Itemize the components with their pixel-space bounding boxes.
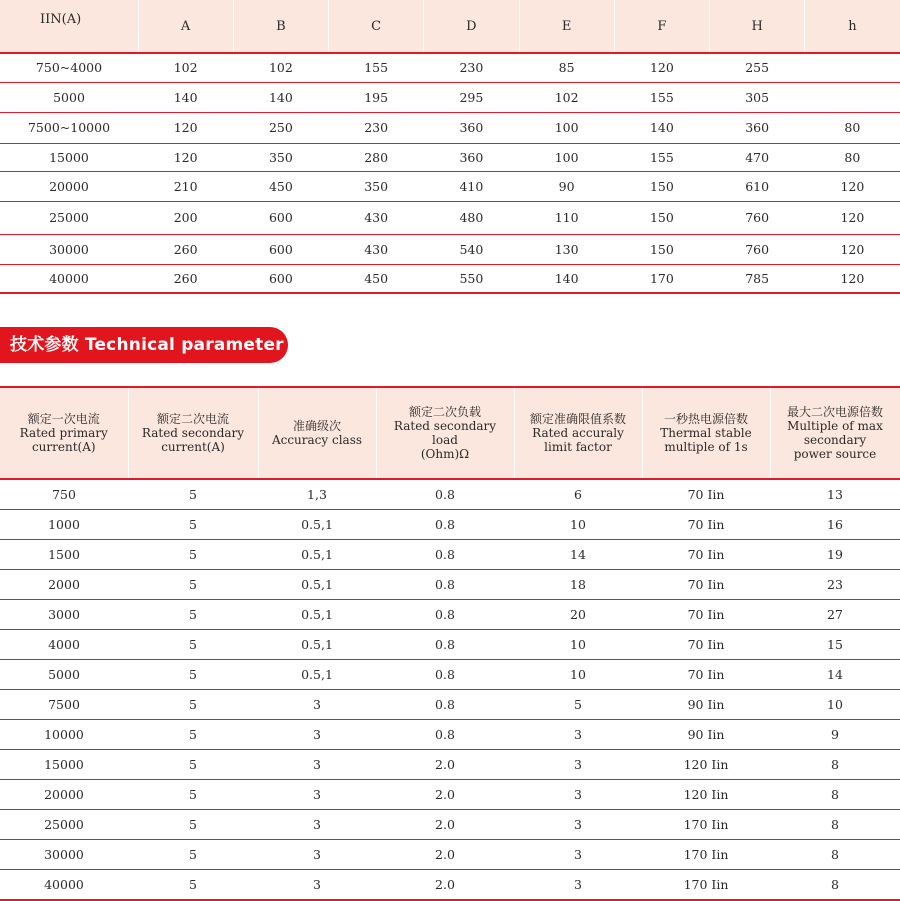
dim-header-d: D <box>424 0 519 53</box>
table-cell: 80 <box>805 143 900 171</box>
table-cell: 5000 <box>0 660 128 690</box>
table-row <box>0 171 900 201</box>
table-cell: 90 <box>519 171 614 201</box>
dim-header-c: C <box>329 0 424 53</box>
table-cell: 0.8 <box>376 660 514 690</box>
header-zh: 额定二次电流 <box>156 412 229 426</box>
table-cell: 5 <box>514 690 642 720</box>
table-cell: 600 <box>233 201 328 234</box>
table-cell: 130 <box>519 234 614 264</box>
table-cell: 5 <box>128 780 258 810</box>
table-cell: 140 <box>519 264 614 293</box>
header-zh: 额定一次电流 <box>27 412 100 426</box>
table-cell: 102 <box>138 53 233 82</box>
table-cell: 200 <box>138 201 233 234</box>
header-en: current(A) <box>161 440 225 454</box>
table-cell: 260 <box>138 234 233 264</box>
table-cell: 210 <box>138 171 233 201</box>
tech-header-rated-primary-current <box>0 387 128 479</box>
table-cell: 140 <box>138 82 233 112</box>
table-cell: 2.0 <box>376 870 514 901</box>
table-cell: 120 <box>138 143 233 171</box>
table-row <box>0 112 900 143</box>
tech-header-rated-secondary-current <box>128 387 258 479</box>
table-cell: 0.5,1 <box>258 570 376 600</box>
table-row <box>0 810 900 840</box>
technical-parameter-table <box>0 386 900 901</box>
table-cell: 20000 <box>0 780 128 810</box>
table-cell: 195 <box>329 82 424 112</box>
header-en: Accuracy class <box>271 433 363 447</box>
table-cell: 102 <box>233 53 328 82</box>
table-cell: 0.8 <box>376 479 514 510</box>
table-cell: 8 <box>770 750 900 780</box>
table-cell: 85 <box>519 53 614 82</box>
table-cell: 1000 <box>0 510 128 540</box>
table-row <box>0 780 900 810</box>
table-cell: 9 <box>770 720 900 750</box>
table-cell: 230 <box>424 53 519 82</box>
table-cell: 150 <box>614 201 709 234</box>
table-cell: 2.0 <box>376 780 514 810</box>
table-row <box>0 234 900 264</box>
table-cell: 2.0 <box>376 840 514 870</box>
table-row <box>0 750 900 780</box>
table-cell: 480 <box>424 201 519 234</box>
table-cell: 14 <box>514 540 642 570</box>
table-cell: 3 <box>514 750 642 780</box>
header-zh: 最大二次电源倍数 <box>786 405 883 419</box>
table-cell: 90 Iin <box>642 720 770 750</box>
table-cell: 155 <box>329 53 424 82</box>
table-cell: 785 <box>710 264 805 293</box>
table-cell: 295 <box>424 82 519 112</box>
table-cell: 230 <box>329 112 424 143</box>
table-cell: 14 <box>770 660 900 690</box>
table-cell: 5 <box>128 690 258 720</box>
table-cell: 600 <box>233 264 328 293</box>
table-cell: 0.8 <box>376 630 514 660</box>
table-cell: 0.8 <box>376 510 514 540</box>
table-cell: 155 <box>614 82 709 112</box>
table-cell: 3 <box>514 810 642 840</box>
table-cell: 120 <box>805 234 900 264</box>
table-cell: 2.0 <box>376 810 514 840</box>
table-cell: 600 <box>233 234 328 264</box>
table-cell: 3 <box>514 780 642 810</box>
table-row <box>0 720 900 750</box>
header-zh: 一秒热电源倍数 <box>663 412 748 426</box>
dim-header-e: E <box>519 0 614 53</box>
table-cell: 0.8 <box>376 540 514 570</box>
table-cell: 3 <box>514 720 642 750</box>
header-en: current(A) <box>31 440 96 454</box>
table-cell: 4000 <box>0 630 128 660</box>
table-cell: 610 <box>710 171 805 201</box>
table-cell <box>805 82 900 112</box>
header-en: Multiple of max <box>787 419 883 433</box>
table-cell: 5 <box>128 750 258 780</box>
table-cell: 170 <box>614 264 709 293</box>
table-cell: 170 Iin <box>642 870 770 901</box>
table-cell: 30000 <box>0 234 138 264</box>
table-cell: 3 <box>258 720 376 750</box>
table-cell: 5 <box>128 510 258 540</box>
table-row <box>0 540 900 570</box>
table-cell: 760 <box>710 234 805 264</box>
table-row <box>0 510 900 540</box>
table-cell: 10 <box>514 510 642 540</box>
table-cell: 0.5,1 <box>258 660 376 690</box>
dimensions-table <box>0 0 900 294</box>
table-cell: 260 <box>138 264 233 293</box>
header-en: Rated secondary <box>141 426 245 440</box>
table-cell: 760 <box>710 201 805 234</box>
table-cell: 15000 <box>0 143 138 171</box>
header-en: limit factor <box>544 440 612 454</box>
table-cell: 550 <box>424 264 519 293</box>
table-cell: 15000 <box>0 750 128 780</box>
table-cell: 70 Iin <box>642 540 770 570</box>
table-cell: 120 Iin <box>642 780 770 810</box>
table-cell: 0.8 <box>376 570 514 600</box>
table-cell: 410 <box>424 171 519 201</box>
table-cell: 3 <box>258 690 376 720</box>
table-cell: 10 <box>514 660 642 690</box>
table-cell: 0.5,1 <box>258 540 376 570</box>
dim-header-h-upper: H <box>710 0 805 53</box>
table-row <box>0 630 900 660</box>
header-en: secondary <box>803 433 867 447</box>
table-cell: 750 <box>0 479 128 510</box>
table-row <box>0 201 900 234</box>
table-cell: 155 <box>614 143 709 171</box>
header-en: Rated accuraly <box>532 426 624 440</box>
table-cell: 250 <box>233 112 328 143</box>
table-cell: 120 <box>138 112 233 143</box>
header-en: Rated secondary load <box>393 419 497 447</box>
table-row <box>0 690 900 720</box>
dim-header-current: IIN(A) <box>0 0 138 53</box>
table-cell: 450 <box>233 171 328 201</box>
table-cell: 7500 <box>0 690 128 720</box>
table-cell: 3 <box>514 870 642 901</box>
table-cell: 5000 <box>0 82 138 112</box>
dimensions-header-row <box>0 0 900 53</box>
table-row <box>0 143 900 171</box>
table-cell: 3 <box>258 810 376 840</box>
table-cell: 5 <box>128 540 258 570</box>
table-cell: 5 <box>128 720 258 750</box>
table-cell: 8 <box>770 780 900 810</box>
table-row <box>0 264 900 293</box>
technical-body <box>0 479 900 900</box>
table-cell: 8 <box>770 870 900 901</box>
table-row <box>0 570 900 600</box>
technical-header-row <box>0 387 900 479</box>
table-cell: 10 <box>514 630 642 660</box>
table-cell: 750~4000 <box>0 53 138 82</box>
table-cell: 350 <box>233 143 328 171</box>
table-cell: 140 <box>233 82 328 112</box>
table-cell: 16 <box>770 510 900 540</box>
table-row <box>0 479 900 510</box>
table-cell: 10000 <box>0 720 128 750</box>
table-cell: 255 <box>710 53 805 82</box>
table-cell: 170 Iin <box>642 840 770 870</box>
table-cell: 3 <box>258 750 376 780</box>
tech-header-accuracy-class <box>258 387 376 479</box>
table-cell: 360 <box>424 112 519 143</box>
table-row <box>0 870 900 901</box>
table-cell: 0.8 <box>376 720 514 750</box>
table-cell: 120 <box>614 53 709 82</box>
table-cell: 20000 <box>0 171 138 201</box>
table-cell: 70 Iin <box>642 600 770 630</box>
dim-header-f: F <box>614 0 709 53</box>
table-cell: 25000 <box>0 810 128 840</box>
table-cell <box>805 53 900 82</box>
table-cell: 40000 <box>0 264 138 293</box>
table-cell: 13 <box>770 479 900 510</box>
table-cell: 8 <box>770 840 900 870</box>
table-cell: 10 <box>770 690 900 720</box>
dim-header-a: A <box>138 0 233 53</box>
table-cell: 40000 <box>0 870 128 901</box>
table-cell: 305 <box>710 82 805 112</box>
section-title-technical-parameter: 技术参数 Technical parameter <box>0 327 288 363</box>
table-cell: 110 <box>519 201 614 234</box>
table-cell: 170 Iin <box>642 810 770 840</box>
table-cell: 70 Iin <box>642 479 770 510</box>
table-cell: 1500 <box>0 540 128 570</box>
table-cell: 470 <box>710 143 805 171</box>
header-en: Thermal stable <box>660 426 752 440</box>
table-cell: 1,3 <box>258 479 376 510</box>
table-cell: 19 <box>770 540 900 570</box>
header-en: multiple of 1s <box>664 440 748 454</box>
table-cell: 30000 <box>0 840 128 870</box>
table-cell: 3000 <box>0 600 128 630</box>
table-cell: 102 <box>519 82 614 112</box>
table-cell: 70 Iin <box>642 510 770 540</box>
table-cell: 0.5,1 <box>258 510 376 540</box>
table-cell: 5 <box>128 840 258 870</box>
table-cell: 6 <box>514 479 642 510</box>
table-cell: 5 <box>128 479 258 510</box>
table-cell: 0.5,1 <box>258 630 376 660</box>
table-cell: 0.8 <box>376 600 514 630</box>
table-row <box>0 840 900 870</box>
table-cell: 2.0 <box>376 750 514 780</box>
table-cell: 540 <box>424 234 519 264</box>
table-cell: 100 <box>519 143 614 171</box>
table-cell: 2000 <box>0 570 128 600</box>
table-cell: 430 <box>329 234 424 264</box>
table-cell: 3 <box>514 840 642 870</box>
table-cell: 90 Iin <box>642 690 770 720</box>
table-cell: 0.5,1 <box>258 600 376 630</box>
table-cell: 360 <box>424 143 519 171</box>
table-cell: 5 <box>128 660 258 690</box>
header-zh: 额定二次负载 <box>408 405 481 419</box>
table-cell: 8 <box>770 810 900 840</box>
table-row <box>0 53 900 82</box>
header-en: (Ohm)Ω <box>420 447 470 461</box>
dimensions-body <box>0 53 900 293</box>
table-cell: 3 <box>258 870 376 901</box>
table-cell: 20 <box>514 600 642 630</box>
table-row <box>0 600 900 630</box>
table-cell: 5 <box>128 630 258 660</box>
table-cell: 150 <box>614 234 709 264</box>
table-cell: 70 Iin <box>642 630 770 660</box>
tech-header-rated-secondary-load <box>376 387 514 479</box>
tech-header-thermal-stable-multiple <box>642 387 770 479</box>
table-cell: 80 <box>805 112 900 143</box>
table-cell: 280 <box>329 143 424 171</box>
table-cell: 120 <box>805 201 900 234</box>
tech-header-accuracy-limit-factor <box>514 387 642 479</box>
table-cell: 15 <box>770 630 900 660</box>
table-cell: 430 <box>329 201 424 234</box>
table-row <box>0 660 900 690</box>
header-en: power source <box>793 447 877 461</box>
table-cell: 27 <box>770 600 900 630</box>
table-cell: 0.8 <box>376 690 514 720</box>
table-cell: 25000 <box>0 201 138 234</box>
table-cell: 120 Iin <box>642 750 770 780</box>
dim-header-b: B <box>233 0 328 53</box>
table-cell: 23 <box>770 570 900 600</box>
table-cell: 150 <box>614 171 709 201</box>
header-zh: 额定准确限值系数 <box>529 412 626 426</box>
header-zh: 准确级次 <box>292 419 341 433</box>
table-cell: 5 <box>128 810 258 840</box>
table-cell: 18 <box>514 570 642 600</box>
table-cell: 3 <box>258 840 376 870</box>
table-cell: 120 <box>805 171 900 201</box>
table-cell: 7500~10000 <box>0 112 138 143</box>
table-cell: 450 <box>329 264 424 293</box>
table-cell: 70 Iin <box>642 570 770 600</box>
table-row <box>0 82 900 112</box>
table-cell: 3 <box>258 780 376 810</box>
table-cell: 140 <box>614 112 709 143</box>
table-cell: 5 <box>128 570 258 600</box>
tech-header-max-secondary-power-multiple <box>770 387 900 479</box>
table-cell: 360 <box>710 112 805 143</box>
dim-header-h-lower: h <box>805 0 900 53</box>
header-en: Rated primary <box>19 426 108 440</box>
table-cell: 5 <box>128 600 258 630</box>
table-cell: 120 <box>805 264 900 293</box>
table-cell: 5 <box>128 870 258 901</box>
table-cell: 350 <box>329 171 424 201</box>
table-cell: 100 <box>519 112 614 143</box>
table-cell: 70 Iin <box>642 660 770 690</box>
